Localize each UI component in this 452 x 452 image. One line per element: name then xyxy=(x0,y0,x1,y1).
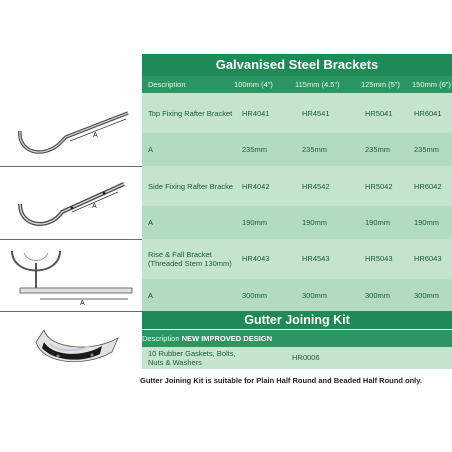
row-description-sub: (Threaded Stem 130mm) xyxy=(148,259,232,268)
dimension-label: A xyxy=(80,300,85,307)
gutter-joining-kit-image xyxy=(28,322,128,372)
header-115mm: 115mm (4.5") xyxy=(295,80,340,89)
row-code: HR4541 xyxy=(302,109,330,118)
brackets-title: Galvanised Steel Brackets xyxy=(142,54,452,76)
row-code: HR4043 xyxy=(242,254,270,263)
row-code: HR4542 xyxy=(302,182,330,191)
header-150mm: 150mm (6") xyxy=(412,80,451,89)
row-value: 235mm xyxy=(242,145,268,154)
row-code: HR5041 xyxy=(365,109,393,118)
row-value: 235mm xyxy=(365,145,391,154)
row-value: 235mm xyxy=(302,145,328,154)
row-value: 190mm xyxy=(365,218,391,227)
table-row xyxy=(142,133,452,166)
row-code: HR6041 xyxy=(414,109,442,118)
row-code: HR6042 xyxy=(414,182,442,191)
row-code: HR6043 xyxy=(414,254,442,263)
rise-fall-bracket-diagram xyxy=(0,239,142,311)
row-description: Top Fixing Rafter Bracket xyxy=(148,109,233,118)
row-description: A xyxy=(148,218,154,227)
top-fixing-bracket-diagram xyxy=(0,93,142,166)
row-value: 235mm xyxy=(414,145,440,154)
header-100mm: 100mm (4") xyxy=(234,80,273,89)
diagram-divider xyxy=(0,311,142,312)
dimension-label: A xyxy=(92,203,97,210)
row-description: Rise & Fall Bracket xyxy=(148,250,212,259)
table-row xyxy=(142,93,452,133)
gutter-kit-description-label: Description xyxy=(142,334,180,343)
header-description: Description xyxy=(148,80,186,89)
row-value: 190mm xyxy=(302,218,328,227)
row-description: Side Fixing Rafter Bracke xyxy=(148,182,234,191)
side-fixing-bracket-diagram xyxy=(0,166,142,239)
gutter-kit-code: HR0006 xyxy=(292,353,320,362)
row-value: 300mm xyxy=(302,291,328,300)
gutter-kit-item-line1: 10 Rubber Gaskets, Bolts, xyxy=(148,349,236,358)
row-description: A xyxy=(148,145,154,154)
gutter-kit-header-row xyxy=(142,330,452,347)
gutter-kit-subheader: NEW IMPROVED DESIGN xyxy=(181,334,273,343)
row-value: 300mm xyxy=(242,291,268,300)
row-code: HR4041 xyxy=(242,109,270,118)
gutter-kit-item-line2: Nuts & Washers xyxy=(148,358,202,367)
table-row xyxy=(142,206,452,239)
row-value: 190mm xyxy=(242,218,268,227)
header-125mm: 125mm (5") xyxy=(361,80,400,89)
table-row xyxy=(142,279,452,311)
gutter-kit-row xyxy=(142,347,452,369)
row-code: HR5043 xyxy=(365,254,393,263)
row-code: HR5042 xyxy=(365,182,393,191)
row-value: 300mm xyxy=(414,291,440,300)
row-code: HR4042 xyxy=(242,182,270,191)
compatibility-note: Gutter Joining Kit is suitable for Plain Half Round and Beaded Half Round only. xyxy=(140,376,422,385)
dimension-label: A xyxy=(93,132,98,139)
row-description: A xyxy=(148,291,154,300)
row-value: 300mm xyxy=(365,291,391,300)
brackets-header-row xyxy=(142,76,452,93)
table-row xyxy=(142,239,452,279)
row-value: 190mm xyxy=(414,218,440,227)
gutter-kit-title: Gutter Joining Kit xyxy=(142,311,452,329)
row-code: HR4543 xyxy=(302,254,330,263)
table-row xyxy=(142,166,452,206)
